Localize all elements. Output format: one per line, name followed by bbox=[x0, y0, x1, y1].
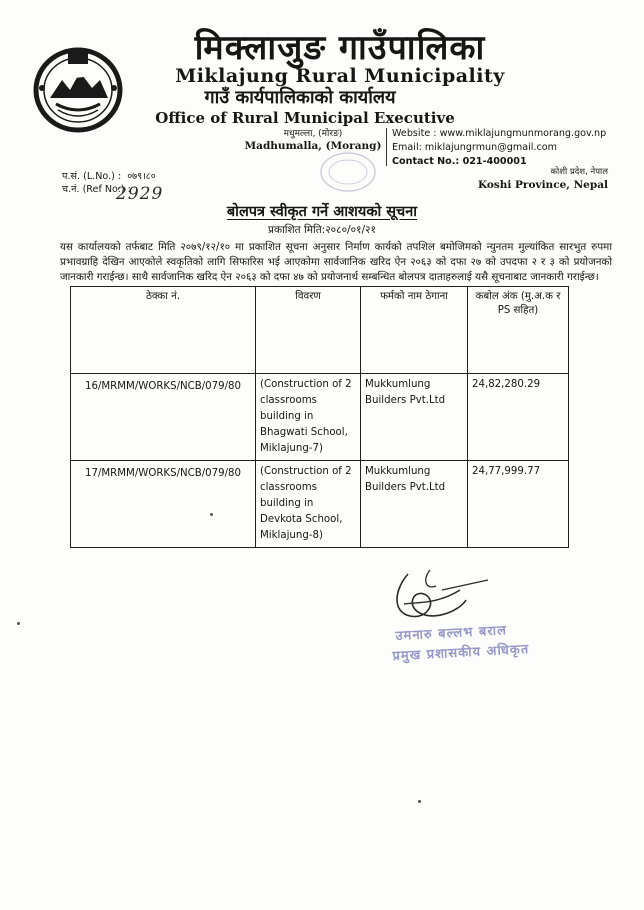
signatory-name: उमनारु बल्लभ बराल bbox=[395, 623, 508, 645]
office-stamp-icon bbox=[318, 150, 378, 194]
province-english: Koshi Province, Nepal bbox=[477, 179, 608, 191]
letter-number-label: प.सं. (L.No.) : bbox=[62, 171, 122, 182]
reference-number-handwritten: 2929 bbox=[116, 184, 164, 204]
municipality-name-nepali: मिक्लाजुङ गाउँपालिका bbox=[194, 28, 486, 68]
address-nepali: मधुमल्ला, (मोरङ) bbox=[283, 129, 343, 139]
email-text: Email: miklajungrmun@gmail.com bbox=[392, 142, 557, 153]
table-row bbox=[71, 374, 569, 461]
office-name-english: Office of Rural Municipal Executive bbox=[155, 109, 455, 127]
notice-subject bbox=[140, 202, 504, 222]
contract-no-cell: 16/MRMM/WORKS/NCB/079/80 bbox=[71, 374, 256, 461]
firm-cell: Mukkumlung Builders Pvt.Ltd bbox=[361, 374, 468, 461]
published-date: प्रकाशित मिति:२०८०/०१/२१ bbox=[268, 224, 376, 236]
header-description: विवरण bbox=[256, 287, 361, 374]
amount-cell: 24,82,280.29 bbox=[468, 374, 569, 461]
speck bbox=[210, 513, 213, 516]
header-amount: कबोल अंक (मु.अ.क र PS सहित) bbox=[468, 287, 569, 374]
province-nepali: कोशी प्रदेश, नेपाल bbox=[550, 167, 608, 177]
table-header-row bbox=[71, 287, 569, 374]
contact-number: Contact No.: 021-400001 bbox=[392, 156, 527, 167]
description-cell: (Construction of 2 classrooms building in Bhagwati School, Miklajung-7) bbox=[256, 374, 361, 461]
address-english: Madhumalla, (Morang) bbox=[244, 140, 382, 152]
contact-block bbox=[392, 127, 642, 169]
office-name-nepali: गाउँ कार्यपालिकाको कार्यालय bbox=[204, 87, 396, 108]
municipality-name-english: Miklajung Rural Municipality bbox=[175, 65, 505, 87]
website-text: Website : www.miklajungmunmorang.gov.np bbox=[392, 128, 607, 139]
notice-subject-text: बोलपत्र स्वीकृत गर्ने आशयको सूचना bbox=[226, 204, 418, 220]
description-cell: (Construction of 2 classrooms building in Devkota School, Miklajung-8) bbox=[256, 461, 361, 548]
table-row bbox=[71, 461, 569, 548]
letter-number-value: ०७९।८० bbox=[127, 171, 156, 182]
firm-cell: Mukkumlung Builders Pvt.Ltd bbox=[361, 461, 468, 548]
contract-no-cell: 17/MRMM/WORKS/NCB/079/80 bbox=[71, 461, 256, 548]
notice-body: यस कार्यालयको तर्फबाट मिति २०७९/१२/१० मा प्रकाशित सूचना अनुसार निर्माण कार्यको तपशिल बमोजिमको न्युनतम मुल्यांकित सारभुत रुपमा प्रभावग्राहि देखिन आएकोले स्वकृतिको लागि सिफारिस भई आएकोमा सार्वजानिक खरिद ऐन २०६३ को दफा २७ को उपदफा २ र ३ को प्रयोजनको जानकारी गराईन्छ। साथै सार्वजानिक खरिद ऐन २०६३ को दफा ४७ को प्रयोजनार्थ सम्बन्धित बोलपत्र दाताहरुलाई यसै सूचनाबाट जानकारी गराईन्छ। bbox=[60, 241, 612, 283]
speck bbox=[17, 622, 20, 625]
municipality-emblem-icon bbox=[28, 42, 128, 134]
speck bbox=[418, 800, 421, 803]
header-firm: फर्मको नाम ठेगाना bbox=[361, 287, 468, 374]
tender-table bbox=[70, 286, 569, 548]
reference-number-label: च.नं. (Ref No.) : bbox=[62, 184, 131, 195]
letter-number bbox=[62, 170, 156, 183]
signatory-title: प्रमुख प्रशासकीय अधिकृत bbox=[392, 642, 530, 665]
amount-cell: 24,77,999.77 bbox=[468, 461, 569, 548]
header-divider bbox=[386, 128, 387, 166]
header-contract-no: ठेक्का नं. bbox=[71, 287, 256, 374]
